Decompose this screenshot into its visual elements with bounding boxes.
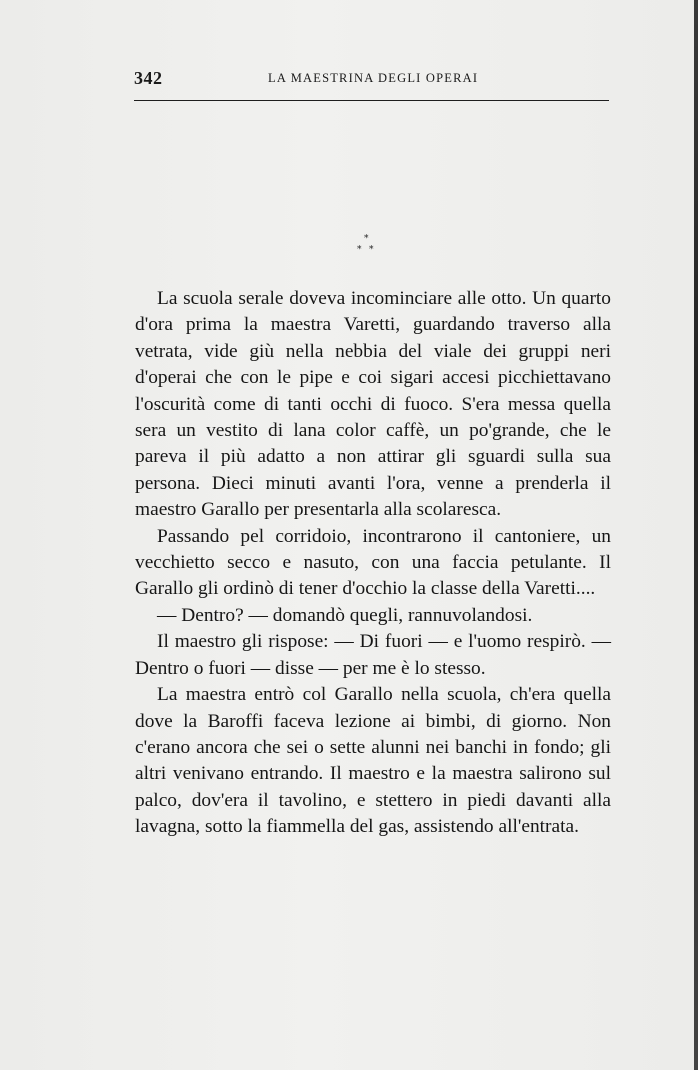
paragraph: Passando pel corridoio, incontrarono il cantoniere, un vecchietto secco e nasuto, con una faccia petulante. Il Garallo gli ordinò di tener d'occhio la classe della Varetti....	[135, 525, 611, 600]
paragraph: — Dentro? — domandò quegli, rannuvolandosi.	[157, 604, 533, 626]
page-number: 342	[134, 68, 163, 88]
page-edge	[694, 0, 698, 1070]
asterism-star: *	[357, 245, 362, 255]
header-rule	[134, 100, 609, 101]
running-title: LA MAESTRINA DEGLI OPERAI	[268, 71, 479, 85]
running-head	[134, 58, 609, 100]
chapter-text	[135, 286, 611, 841]
asterism-star: *	[364, 234, 369, 244]
paragraph: La scuola serale doveva incominciare alle otto. Un quarto d'ora prima la maestra Varetti, guardando traverso alla vetrata, vide giù nella nebbia del viale dei gruppi neri d'operai che con le pipe e coi sigari accesi picchiettavano l'oscurità come di tanti occhi di fuoco. S'era messa quella sera un vestito di lana color caffè, un po'grande, che le pareva il più adatto a non attirar gli sguardi sulla sua persona. Dieci minuti avanti l'ora, venne a prenderla il maestro Garallo per presentarla alla scolaresca.	[135, 288, 611, 521]
asterism-icon	[352, 234, 392, 264]
paragraph: La maestra entrò col Garallo nella scuola, ch'era quella dove la Baroffi faceva lezione ai bimbi, di giorno. Non c'erano ancora che sei o sette alunni nei banchi in fondo; gli altri venivano entrando. Il maestro e la maestra salirono sul palco, dov'era il tavolino, e stettero in piedi davanti alla lavagna, sotto la fiammella del gas, assistendo all'entrata.	[135, 684, 611, 838]
paragraph: Il maestro gli rispose: — Di fuori — e l'uomo respirò. — Dentro o fuori — disse — per me è lo stesso.	[135, 631, 611, 679]
asterism-star: *	[369, 245, 374, 255]
